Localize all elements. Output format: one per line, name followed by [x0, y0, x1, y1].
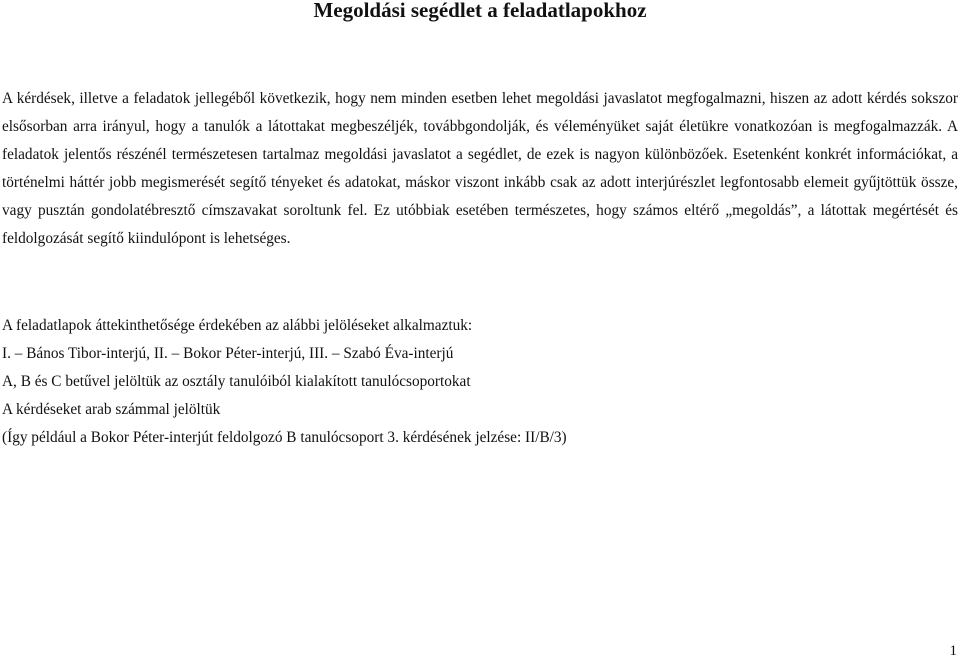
intro-paragraph: A kérdések, illetve a feladatok jellegéből következik, hogy nem minden esetben lehet megoldási javaslatot megfogalmazni, hiszen az adott kérdés sokszor elsősorban arra irányul, hogy a tanulók a látottakat megbeszéljék, továbbgondolják, és véleményüket saját életükre vonatkozóan is megfogalmazzák. A feladatok jelentős részénél természetesen tartalmaz megoldási javaslatot a segédlet, de ezek is nagyon különbözőek. Esetenként konkrét információkat, a történelmi háttér jobb megismerését segítő tényeket és adatokat, máskor viszont inkább csak az adott interjúrészlet legfontosabb elemeit gyűjtöttük össze, vagy pusztán gondolatébresztő címszavakat soroltunk fel. Ez utóbbiak esetében természetes, hogy számos eltérő „megoldás”, a látottak megértését és feldolgozását segítő kiindulópont is lehetséges. [2, 90, 958, 247]
page-number: 1 [949, 643, 957, 659]
notation-line-example: (Így például a Bokor Péter-interjút feldolgozó B tanulócsoport 3. kérdésének jelzése: II/B/3) [2, 429, 567, 446]
notation-list [2, 312, 958, 452]
notation-line-interviews: I. – Bános Tibor-interjú, II. – Bokor Péter-interjú, III. – Szabó Éva-interjú [2, 345, 454, 362]
notation-heading: A feladatlapok áttekinthetősége érdekében az alábbi jelöléseket alkalmaztuk: [2, 317, 473, 334]
document-title: Megoldási segédlet a feladatlapokhoz [313, 0, 647, 22]
notation-line-questions: A kérdéseket arab számmal jelöltük [2, 401, 221, 418]
notation-line-groups: A, B és C betűvel jelöltük az osztály tanulóiból kialakított tanulócsoportokat [2, 373, 471, 390]
